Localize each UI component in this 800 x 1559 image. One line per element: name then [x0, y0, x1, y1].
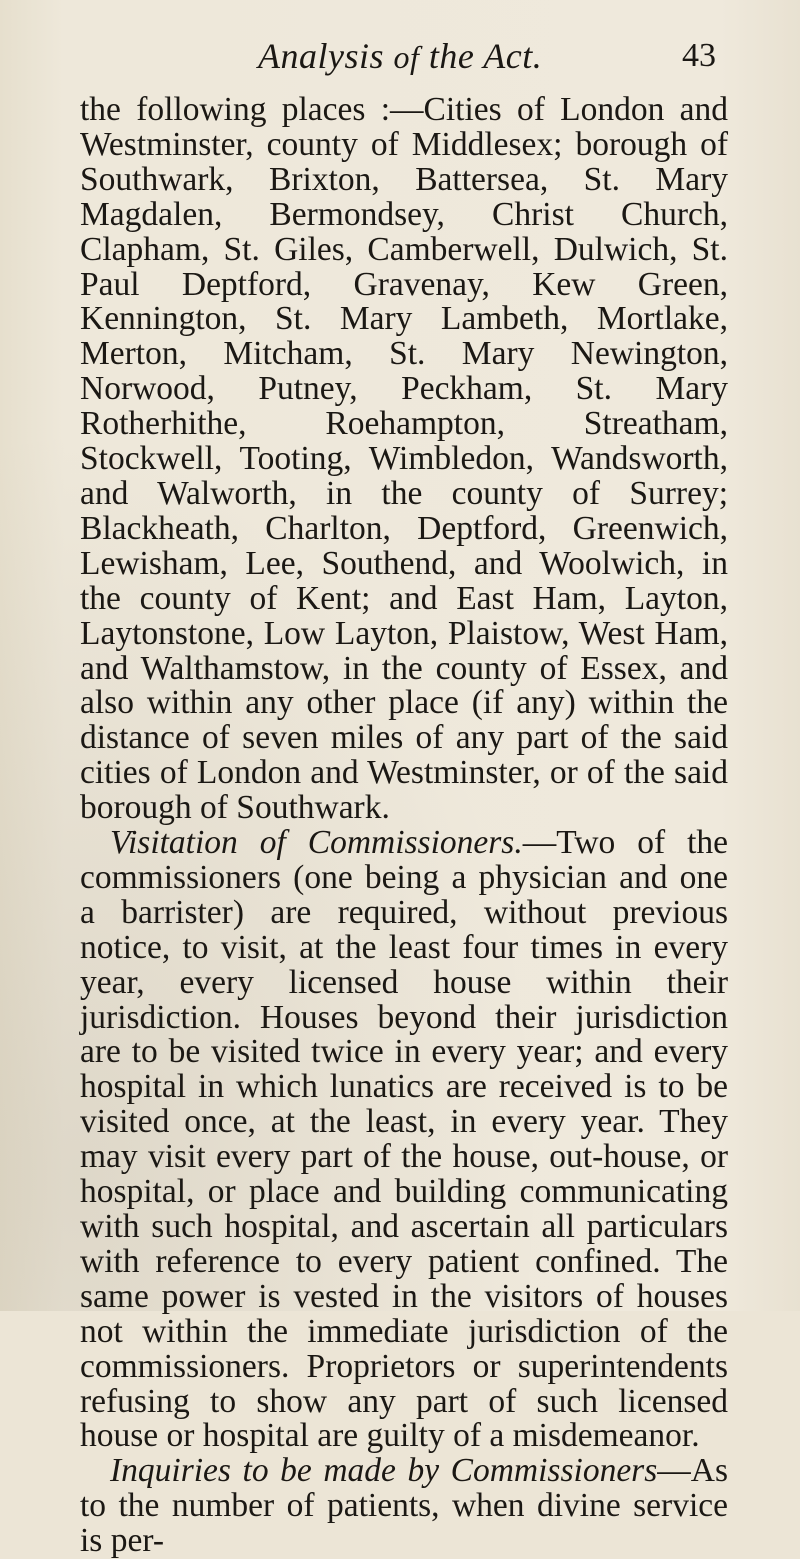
running-title — [258, 36, 542, 77]
body-text — [80, 93, 728, 1559]
inquiries-text: —As to the number of patients, when divine service is per- — [80, 1452, 728, 1559]
running-head — [0, 36, 800, 76]
running-title-part3: the Act. — [419, 36, 543, 76]
running-title-part1: Analysis — [258, 36, 394, 76]
paragraph-visitation — [80, 826, 728, 1454]
inquiries-heading: Inquiries to be made by Commissioners — [110, 1452, 658, 1490]
visitation-text: —Two of the commissioners (one being a physician and one a barrister) are required, without previous notice, to visit, at the least four times in every year, every licensed house within their jurisdiction. Houses beyond their jurisdiction are to be visited twice in every year; and every hospital in which lunatics are received is to be visited once, at the least, in every year. They may visit every part of the house, out-house, or hospital, or place and building communicating with such hospital, and ascertain all particulars with reference to every patient confined. The same power is vested in the visitors of houses not within the immediate jurisdiction of the commissioners. Proprietors or superintendents refusing to show any part of such licensed house or hospital are guilty of a misdemeanor. — [80, 824, 728, 1455]
visitation-heading: Visitation of Commissioners. — [110, 824, 523, 862]
running-title-part2: of — [393, 39, 420, 75]
paragraph-inquiries — [80, 1454, 728, 1559]
paragraph-places: the following places :—Cities of London and Westminster, county of Middlesex; borough of Southwark, Brixton, Battersea, St. Mary Magdalen, Bermondsey, Christ Church, Clapham, St. Giles, Camberwell, Dulwich, St. Paul Deptford, Gravenay, Kew Green, Kennington, St. Mary Lambeth, Mortlake, Merton, Mitcham, St. Mary Newington, Norwood, Putney, Peckham, St. Mary Rotherhithe, Roehampton, Streatham, Stockwell, Tooting, Wimbledon, Wandsworth, and Walworth, in the county of Surrey; Blackheath, Charlton, Deptford, Greenwich, Lewisham, Lee, Southend, and Woolwich, in the county of Kent; and East Ham, Layton, Laytonstone, Low Layton, Plaistow, West Ham, and Walthamstow, in the county of Essex, and also within any other place (if any) within the distance of seven miles of any part of the said cities of London and Westminster, or of the said borough of Southwark. — [80, 91, 728, 827]
page-number: 43 — [682, 37, 716, 74]
